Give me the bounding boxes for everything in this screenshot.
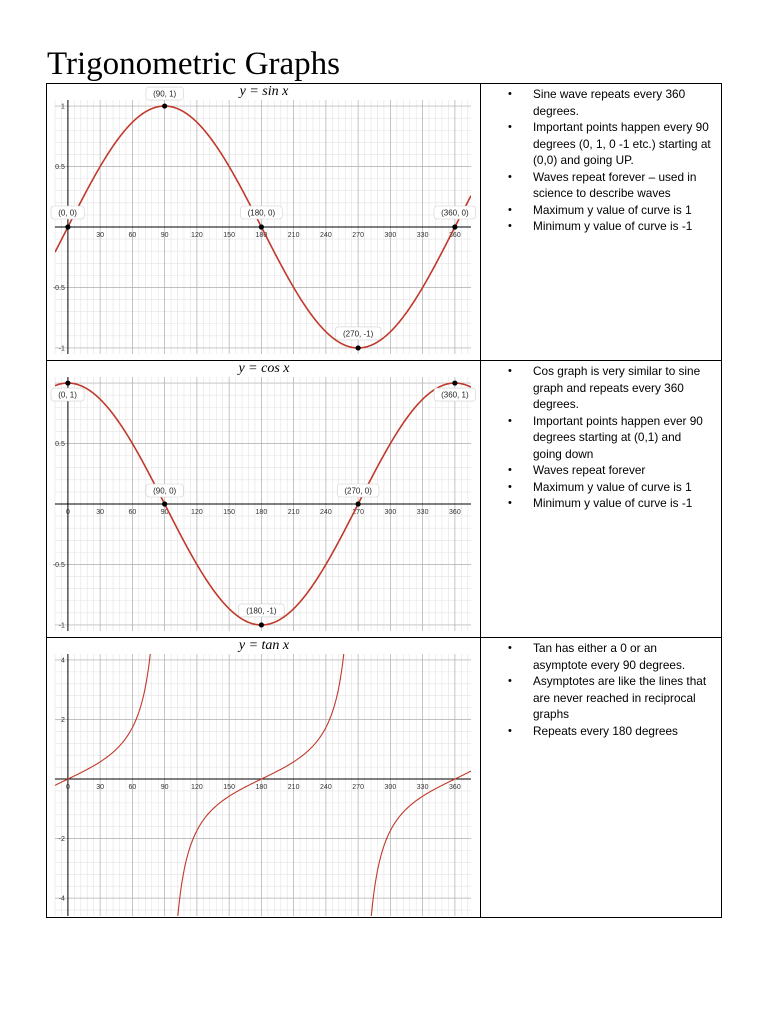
y-tick-label: -2: [58, 836, 65, 844]
x-tick-label: 330: [416, 232, 429, 239]
graph-cell-sin: [47, 84, 481, 360]
x-tick-label: 360: [449, 784, 461, 792]
point-label: [434, 206, 476, 219]
equation-title-sin: y = sin x: [239, 84, 289, 99]
point-label: [335, 327, 381, 340]
point-label: [434, 388, 476, 401]
svg-text:(270, 0): (270, 0): [344, 486, 372, 496]
notes-list-sin: [489, 86, 711, 235]
x-tick-label: 240: [320, 509, 332, 516]
x-tick-label: 180: [255, 784, 268, 792]
x-tick-label: 300: [384, 509, 397, 516]
note-item: • Tan has either a 0 or an asymptote every 90 degrees.: [533, 640, 711, 673]
point-label: [241, 206, 283, 219]
y-tick-label: 0.5: [55, 441, 65, 449]
key-point: [162, 103, 167, 108]
note-item: • Asymptotes are like the lines that are never reached in reciprocal graphs: [533, 673, 711, 723]
x-tick-label: 30: [96, 509, 105, 516]
note-item: • Important points happen every 90 degrees (0, 1, 0 -1 etc.) starting at (0,0) and going UP.: [533, 119, 711, 169]
note-item: • Repeats every 180 degrees: [533, 723, 711, 740]
x-tick-label: 240: [320, 232, 332, 239]
x-tick-label: 150: [223, 232, 235, 239]
y-tick-label: -1: [58, 622, 65, 630]
x-tick-label: 270: [352, 784, 364, 792]
point-label: [51, 206, 84, 219]
table-row-cos: [47, 361, 721, 638]
key-point: [259, 622, 264, 627]
notes-list-tan: [489, 640, 711, 739]
x-tick-label: 180: [255, 509, 268, 516]
x-tick-label: 180: [255, 232, 268, 239]
equation-title-tan: y = tan x: [238, 638, 290, 653]
x-tick-label: 0: [65, 784, 70, 792]
point-label: [146, 484, 183, 497]
x-tick-label: 90: [160, 509, 169, 516]
key-point: [356, 345, 361, 350]
key-point: [259, 224, 264, 229]
svg-text:(270, -1): (270, -1): [343, 329, 374, 339]
y-tick-label: -4: [58, 895, 65, 903]
tan-graph: [47, 638, 481, 917]
point-label: [337, 484, 379, 497]
x-tick-label: 330: [416, 784, 429, 792]
svg-text:(90, 1): (90, 1): [153, 89, 177, 99]
y-tick-label: 2: [60, 717, 65, 724]
sin-graph: [47, 84, 481, 360]
svg-text:(360, 1): (360, 1): [441, 390, 469, 400]
x-tick-label: 300: [384, 784, 397, 792]
note-item: • Waves repeat forever – used in science to describe waves: [533, 169, 711, 202]
graphs-table: [46, 83, 722, 918]
x-tick-label: 120: [191, 784, 203, 792]
x-tick-label: 270: [352, 509, 364, 516]
notes-list-cos: [489, 363, 711, 512]
x-tick-label: 210: [287, 232, 300, 239]
y-tick-label: -0.5: [52, 284, 65, 292]
x-tick-label: 120: [191, 232, 203, 239]
equation-title-cos: y = cos x: [238, 361, 290, 376]
note-item: • Maximum y value of curve is 1: [533, 202, 711, 219]
svg-text:(180, -1): (180, -1): [246, 606, 277, 616]
svg-text:(360, 0): (360, 0): [441, 208, 469, 218]
note-item: • Cos graph is very similar to sine graph and repeats every 360 degrees.: [533, 363, 711, 413]
notes-cell-cos: [481, 361, 721, 637]
x-tick-label: 30: [96, 784, 105, 792]
x-tick-label: 150: [223, 509, 235, 516]
x-tick-label: 60: [128, 232, 137, 239]
graph-cell-cos: [47, 361, 481, 637]
table-row-tan: [47, 638, 721, 917]
note-item: • Important points happen ever 90 degrees starting at (0,1) and going down: [533, 413, 711, 463]
x-tick-label: 210: [287, 784, 300, 792]
svg-text:(0, 0): (0, 0): [58, 208, 77, 218]
y-tick-label: -0.5: [52, 561, 65, 569]
x-tick-label: 60: [128, 784, 137, 792]
notes-cell-tan: [481, 638, 721, 917]
x-tick-label: 90: [160, 784, 169, 792]
point-label: [51, 388, 84, 401]
graph-cell-tan: [47, 638, 481, 917]
x-tick-label: 120: [191, 509, 203, 516]
x-tick-label: 360: [449, 232, 461, 239]
y-tick-label: 1: [60, 103, 65, 111]
svg-text:(90, 0): (90, 0): [153, 486, 177, 496]
x-tick-label: 240: [320, 784, 332, 792]
note-item: • Minimum y value of curve is -1: [533, 495, 711, 512]
svg-text:(0, 1): (0, 1): [58, 390, 77, 400]
x-tick-label: 150: [223, 784, 235, 792]
note-item: • Minimum y value of curve is -1: [533, 218, 711, 235]
x-tick-label: 330: [416, 509, 429, 516]
y-tick-label: 4: [60, 657, 65, 665]
key-point: [356, 501, 361, 506]
x-tick-label: 60: [128, 509, 137, 516]
notes-cell-sin: [481, 84, 721, 360]
x-tick-label: 210: [287, 509, 300, 516]
curve-line: [366, 771, 471, 917]
x-tick-label: 90: [160, 232, 169, 239]
key-point: [452, 224, 457, 229]
y-tick-label: 0.5: [55, 164, 65, 172]
key-point: [65, 224, 70, 229]
table-row-sin: [47, 84, 721, 361]
key-point: [162, 501, 167, 506]
x-tick-label: 360: [449, 509, 461, 516]
page-title: Trigonometric Graphs: [47, 46, 341, 82]
x-tick-label: 300: [384, 232, 397, 239]
cos-graph: [47, 361, 481, 637]
y-tick-label: -1: [58, 345, 65, 353]
point-label: [238, 604, 284, 617]
note-item: • Maximum y value of curve is 1: [533, 479, 711, 496]
note-item: • Sine wave repeats every 360 degrees.: [533, 86, 711, 119]
x-tick-label: 270: [352, 232, 364, 239]
svg-text:(180, 0): (180, 0): [247, 208, 276, 218]
x-tick-label: 0: [65, 509, 70, 516]
key-point: [452, 380, 457, 385]
x-tick-label: 30: [96, 232, 105, 239]
key-point: [65, 380, 70, 385]
note-item: • Waves repeat forever: [533, 462, 711, 479]
